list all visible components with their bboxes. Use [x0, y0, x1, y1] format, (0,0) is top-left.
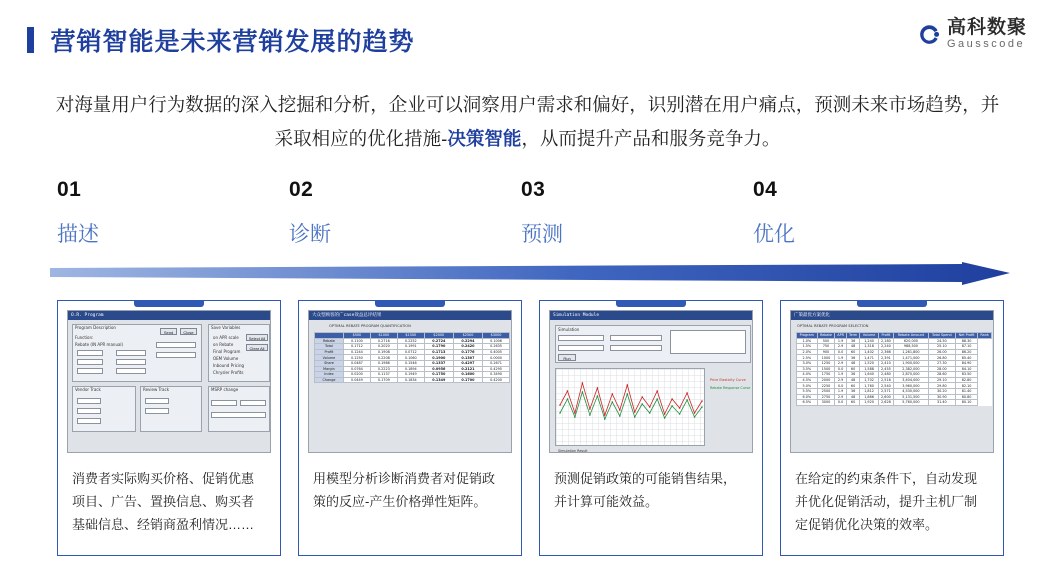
card-caption: 消费者实际购买价格、促销优惠项目、广告、置换信息、购买者基础信息、经销商盈利情况…… [72, 471, 255, 532]
logo-text-en: Gausscode [946, 38, 1026, 50]
legend-entry-1: Price Elasticity Curve [710, 378, 746, 382]
screenshot-subtitle: OPTIMAL REBATE PROGRAM QUANTIFICATION [329, 324, 411, 328]
simulation-select[interactable] [558, 335, 604, 341]
variable-select[interactable] [610, 345, 662, 351]
chart-footnote: Simulation Result [558, 449, 588, 453]
gausscode-logo-icon [919, 24, 940, 45]
legend-entry-2: Rebate Response Curve [710, 386, 751, 390]
brand-logo [919, 18, 1027, 51]
input-field[interactable] [77, 418, 101, 424]
lead-highlight: 决策智能 [447, 128, 522, 149]
forecast-chart [555, 368, 705, 446]
option-label: Final Program [213, 349, 241, 354]
input-field[interactable] [116, 368, 146, 374]
step-number: 03 [521, 178, 546, 201]
panel-label-function: Function: [75, 335, 94, 340]
panel-label-review-track: Review Track [143, 387, 170, 392]
input-field[interactable] [77, 398, 101, 404]
card-predict[interactable] [539, 300, 763, 556]
option-label: on APR scale [213, 335, 239, 340]
input-field[interactable] [240, 400, 266, 406]
step-list [57, 178, 1007, 248]
lead-paragraph [55, 88, 1000, 156]
option-label: Chrysler Profits [213, 370, 244, 375]
progress-arrow [50, 262, 1010, 286]
screenshot-title: Simulation Module [550, 311, 752, 320]
screenshot-optimize [790, 310, 994, 453]
input-field[interactable] [116, 359, 146, 365]
screenshot-diagnose [308, 310, 512, 453]
elasticity-matrix-table: $500 $1000 $1500 $2000 $2500 $3000 Rebate 0.1100 0.2716 0.2252 0.2724 0.2294 0.1006 Total 0.1712 0.2020 0.1991 0.1790 0.2420 0.2635 Profit 0.1244 0.1908 0.0712 0.1713 0.1776 0.4005 Volume 0.1250 0.2208 0.1060 0.1900 0.1307 0.0000 Share 0.0487 0.1986 0.1546 0.1337 0.4297 0.2671 Margin 0.0764 0.2223 0.1894 0.0956 0.2121 0.4295 Index 0.0200 0.1137 0.1949 0.1750 0.1600 0.3490 Change 0.0449 0.1709 0.1834 0.1349 0.1700 0.4200 [314, 332, 510, 383]
input-field[interactable] [77, 368, 103, 374]
step-number: 01 [57, 178, 82, 201]
input-field[interactable] [145, 398, 169, 404]
run-button[interactable]: Run [558, 354, 576, 361]
input-field[interactable] [77, 350, 103, 356]
screenshot-predict [549, 310, 753, 453]
option-label: Inbound Pricing [213, 363, 245, 368]
step-02 [289, 178, 521, 248]
screenshot-body [309, 320, 511, 453]
card-optimize[interactable] [780, 300, 1004, 556]
program-select[interactable] [610, 335, 662, 341]
control-label: Simulation [558, 327, 580, 332]
card-caption: 预测促销政策的可能销售结果，并计算可能效益。 [554, 471, 737, 509]
step-label: 预测 [521, 223, 563, 246]
step-01 [57, 178, 289, 248]
input-field[interactable] [156, 342, 196, 348]
page-header [27, 17, 1027, 56]
step-label: 诊断 [289, 223, 331, 246]
card-tab [616, 300, 686, 307]
msrp-change-panel [208, 386, 270, 432]
panel-label-save-variables: Save Variables [211, 325, 241, 330]
card-describe[interactable] [57, 300, 281, 556]
screenshot-body [550, 320, 752, 453]
card-tab [857, 300, 927, 307]
screenshot-title: O.R. Program [68, 311, 270, 320]
select-all-button[interactable]: Select All [246, 334, 268, 341]
page-title: 营销智能是未来营销发展的趋势 [50, 28, 415, 56]
logo-text-cn: 高科数聚 [946, 17, 1027, 38]
card-caption: 用模型分析诊断消费者对促销政策的反应-产生价格弹性矩阵。 [313, 471, 496, 509]
close-button[interactable]: Close [180, 328, 197, 335]
step-label: 优化 [753, 223, 795, 246]
panel-label-msrp-change: MSRP change [211, 387, 239, 392]
input-field[interactable] [156, 352, 196, 358]
card-diagnose[interactable] [298, 300, 522, 556]
step-number: 02 [289, 178, 314, 201]
step-label: 描述 [57, 223, 99, 246]
step-03 [521, 178, 753, 248]
step-number: 04 [753, 178, 778, 201]
lead-part2: ，从而提升产品和服务竞争力。 [521, 128, 781, 149]
card-tab [375, 300, 445, 307]
screenshot-body [791, 320, 993, 453]
panel-label-vendor-track: Vendor Track [75, 387, 101, 392]
input-field[interactable] [211, 400, 237, 406]
step-04 [753, 178, 985, 248]
input-field[interactable] [116, 350, 146, 356]
info-list[interactable] [670, 330, 746, 354]
screenshot-body [68, 320, 270, 453]
input-field[interactable] [145, 408, 169, 414]
input-field[interactable] [77, 408, 101, 414]
screenshot-subtitle: OPTIMAL REBATE PROGRAM SELECTION [797, 324, 869, 328]
screenshot-title: 广策最优方案优化 [791, 311, 993, 320]
input-field[interactable] [77, 359, 103, 365]
option-label: on Rebate [213, 342, 234, 347]
option-label: OEM Volume [213, 356, 239, 361]
lead-part1: 对海量用户行为数据的深入挖掘和分析，企业可以洞察用户需求和偏好，识别潜在用户痛点，预测未来市场趋势，并采取相应的优化措施- [55, 94, 1000, 149]
title-accent-bar [27, 27, 34, 53]
card-caption: 在给定的约束条件下，自动发现并优化促销活动，提升主机厂制定促销优化决策的效率。 [795, 471, 978, 532]
screenshot-describe [67, 310, 271, 453]
logo-text-block [947, 18, 1027, 51]
card-list [57, 300, 1004, 556]
panel-label-rebate: Rebate (IN APR manual) [75, 342, 124, 347]
screenshot-title: 大众型顾客的广case效益总评结果 [309, 311, 511, 320]
panel-label-program-description: Program Description [75, 325, 116, 330]
clear-all-button[interactable]: Clear All [246, 344, 268, 351]
input-field[interactable] [211, 412, 266, 418]
optimal-program-table: Program Rebate APR Term Volume Profit Rebate Amount Total Spend Net Profit Rank 1.0% 500 1.9 36 1,240 2,180 620,000 24.50 88.30 1.5% 750 2.9 48 1,318 2,240 988,500 25.10 87.10 2.0% 900 0.0 60 1,402 2,366 1,261,800 26.00 86.20 2.5% 1000 1.9 36 1,471 2,391 1,471,000 26.80 85.40 3.0% 1250 2.9 48 1,520 2,410 1,900,000 27.30 84.90 3.5% 1500 0.0 60 1,588 2,455 2,382,000 28.00 84.10 4.0% 1750 1.9 36 1,640 2,480 2,870,000 28.60 83.50 4.5% 2000 2.9 48 1,702 2,516 3,404,000 29.10 82.80 5.0% 2250 0.0 60 1,760 2,540 3,960,000 29.80 82.10 5.5% 2500 1.9 36 1,812 2,571 4,530,000 30.20 81.40 6.0% 2750 2.9 48 1,866 2,600 5,131,500 30.90 80.80 6.5% 3000 0.0 60 1,920 2,628 5,760,000 31.40 80.10 [796, 332, 992, 406]
send-button[interactable]: Send [160, 328, 177, 335]
date-field[interactable] [558, 345, 604, 351]
card-tab [134, 300, 204, 307]
